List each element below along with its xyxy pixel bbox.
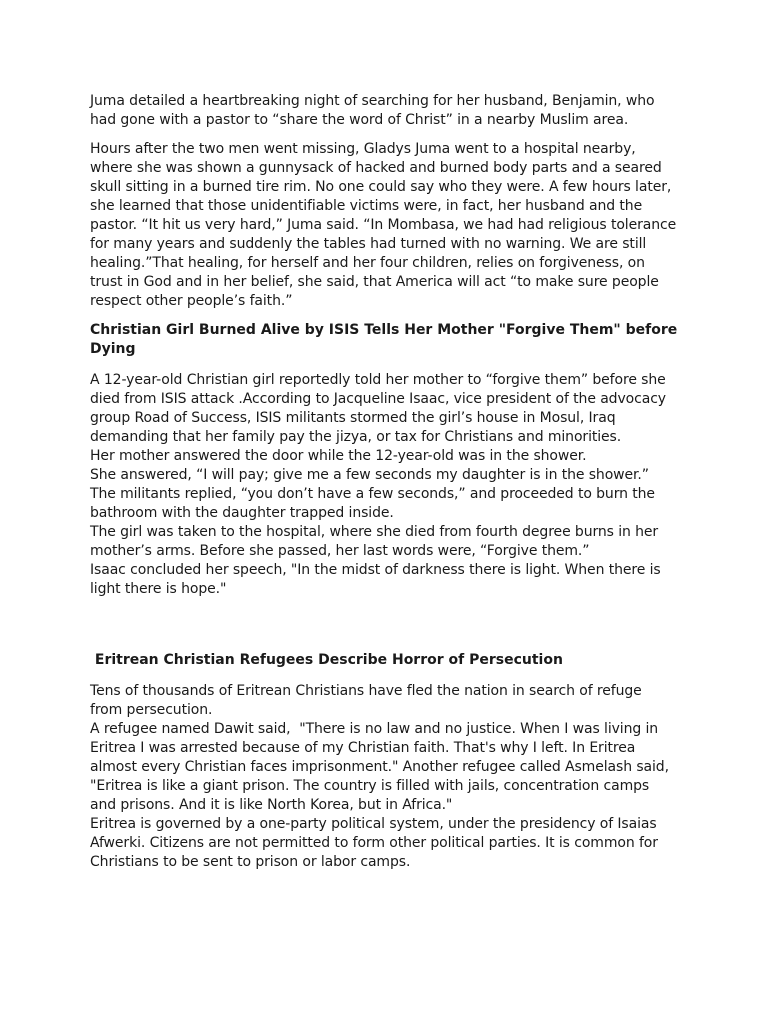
text-line: The militants replied, “you don’t have a few seconds,” and proceeded to burn the — [90, 486, 655, 502]
text-line: bathroom with the daughter trapped inside. — [90, 505, 394, 521]
text-line: group Road of Success, ISIS militants stormed the girl’s house in Mosul, Iraq — [90, 410, 616, 426]
text-line: died from ISIS attack .According to Jacqueline Isaac, vice president of the advocacy — [90, 391, 666, 407]
text-line: pastor. “It hit us very hard,” Juma said. “In Mombasa, we had had religious tolerance — [90, 217, 677, 233]
text-line: from persecution. — [90, 702, 213, 718]
text-line: she learned that those unidentifiable victims were, in fact, her husband and the — [90, 198, 643, 214]
section-heading-eritrea — [90, 651, 690, 670]
text-line: Juma detailed a heartbreaking night of searching for her husband, Benjamin, who — [90, 93, 655, 109]
text-line: respect other people’s faith.” — [90, 293, 293, 309]
heading-line: Eritrean Christian Refugees Describe Horror of Persecution — [90, 652, 563, 668]
text-line: "Eritrea is like a giant prison. The country is filled with jails, concentration camps — [90, 778, 650, 794]
text-line: for many years and suddenly the tables had turned with no warning. We are still — [90, 236, 647, 252]
text-line: She answered, “I will pay; give me a few seconds my daughter is in the shower.” — [90, 467, 649, 483]
heading-line: Dying — [90, 341, 136, 357]
text-line: Her mother answered the door while the 12-year-old was in the shower. — [90, 448, 587, 464]
eritrea-paragraph — [90, 682, 690, 872]
text-line: A 12-year-old Christian girl reportedly told her mother to “forgive them” before she — [90, 372, 666, 388]
text-line: Isaac concluded her speech, "In the midst of darkness there is light. When there is — [90, 562, 661, 578]
text-line: Hours after the two men went missing, Gladys Juma went to a hospital nearby, — [90, 141, 636, 157]
text-line: Christians to be sent to prison or labor camps. — [90, 854, 411, 870]
section-heading-girl — [90, 321, 690, 359]
text-line: The girl was taken to the hospital, where she died from fourth degree burns in her — [90, 524, 659, 540]
text-line: and prisons. And it is like North Korea, but in Africa." — [90, 797, 453, 813]
text-line: where she was shown a gunnysack of hacked and burned body parts and a seared — [90, 160, 662, 176]
text-line: had gone with a pastor to “share the word of Christ” in a nearby Muslim area. — [90, 112, 629, 128]
text-line: light there is hope." — [90, 581, 227, 597]
text-line: Eritrea is governed by a one-party political system, under the presidency of Isaias — [90, 816, 657, 832]
heading-line: Christian Girl Burned Alive by ISIS Tells Her Mother "Forgive Them" before — [90, 322, 678, 338]
text-line: Eritrea I was arrested because of my Christian faith. That's why I left. In Eritrea — [90, 740, 636, 756]
text-line: almost every Christian faces imprisonment." Another refugee called Asmelash said, — [90, 759, 669, 775]
text-line: demanding that her family pay the jizya, or tax for Christians and minorities. — [90, 429, 622, 445]
document-page — [90, 92, 690, 872]
text-line: A refugee named Dawit said, "There is no law and no justice. When I was living in — [90, 721, 659, 737]
text-line: mother’s arms. Before she passed, her last words were, “Forgive them.” — [90, 543, 590, 559]
text-line: healing.”That healing, for herself and her four children, relies on forgiveness, on — [90, 255, 645, 271]
hospital-paragraph — [90, 140, 690, 311]
text-line: Afwerki. Citizens are not permitted to form other political parties. It is common for — [90, 835, 658, 851]
intro-paragraph — [90, 92, 690, 130]
girl-paragraph — [90, 371, 690, 599]
text-line: skull sitting in a burned tire rim. No one could say who they were. A few hours later, — [90, 179, 672, 195]
text-line: Tens of thousands of Eritrean Christians have fled the nation in search of refuge — [90, 683, 642, 699]
text-line: trust in God and in her belief, she said, that America will act “to make sure people — [90, 274, 659, 290]
